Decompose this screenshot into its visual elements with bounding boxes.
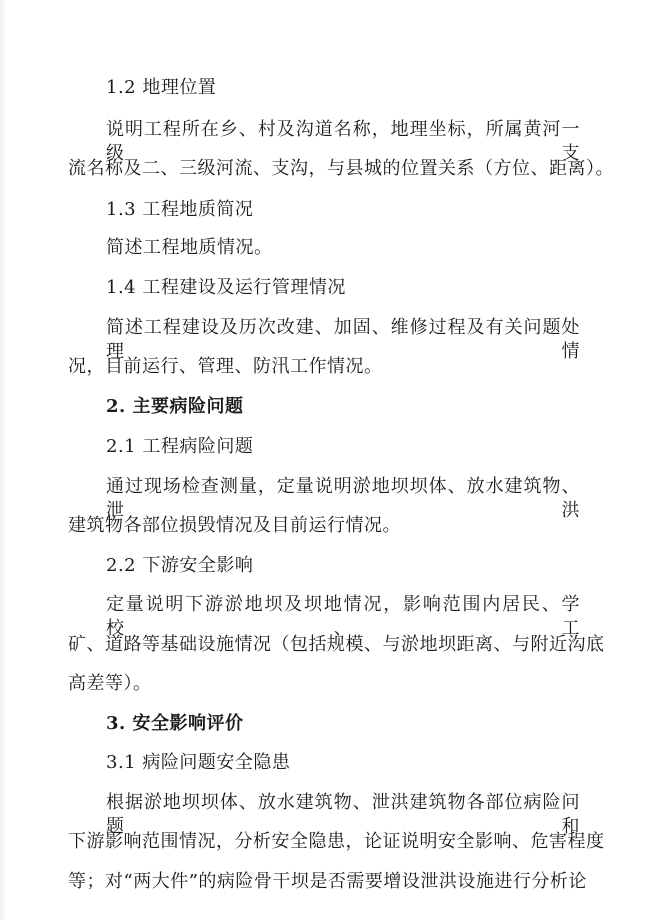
paragraph-line: 简述工程地质情况。: [106, 237, 273, 258]
paragraph-line: 定量说明下游淤地坝及坝地情况，影响范围内居民、学校、工: [106, 594, 580, 639]
section-heading-3-1: 3.1 病险问题安全隐患: [106, 752, 291, 773]
section-heading-1-2: 1.2 地理位置: [106, 77, 217, 98]
section-heading-2: 2. 主要病险问题: [106, 396, 244, 417]
paragraph-line: 说明工程所在乡、村及沟道名称，地理坐标，所属黄河一级支: [106, 119, 580, 164]
paragraph-line: 矿、道路等基础设施情况（包括规模、与淤地坝距离、与附近沟底: [68, 634, 605, 655]
paragraph-line: 建筑物各部位损毁情况及目前运行情况。: [68, 515, 401, 536]
paragraph-line: 简述工程建设及历次改建、加固、维修过程及有关问题处理情: [106, 317, 580, 362]
paragraph-line: 等；对“两大件”的病险骨干坝是否需要增设泄洪设施进行分析论: [68, 871, 587, 892]
paragraph-line: 高差等）。: [68, 673, 152, 694]
scan-edge-shadow: [0, 0, 6, 920]
section-heading-1-3: 1.3 工程地质简况: [106, 199, 254, 220]
section-heading-1-4: 1.4 工程建设及运行管理情况: [106, 277, 346, 298]
paragraph-line: 流名称及二、三级河流、支沟，与县城的位置关系（方位、距离）。: [68, 158, 614, 179]
section-heading-2-2: 2.2 下游安全影响: [106, 555, 254, 576]
section-heading-3: 3. 安全影响评价: [106, 713, 244, 734]
paragraph-line: 况，目前运行、管理、防汛工作情况。: [68, 356, 383, 377]
section-heading-2-1: 2.1 工程病险问题: [106, 436, 254, 457]
paragraph-line: 下游影响范围情况，分析安全隐患，论证说明安全影响、危害程度: [68, 831, 605, 852]
paragraph-line: 通过现场检查测量，定量说明淤地坝坝体、放水建筑物、泄洪: [106, 476, 580, 521]
paragraph-line: 根据淤地坝坝体、放水建筑物、泄洪建筑物各部位病险问题和: [106, 792, 580, 837]
